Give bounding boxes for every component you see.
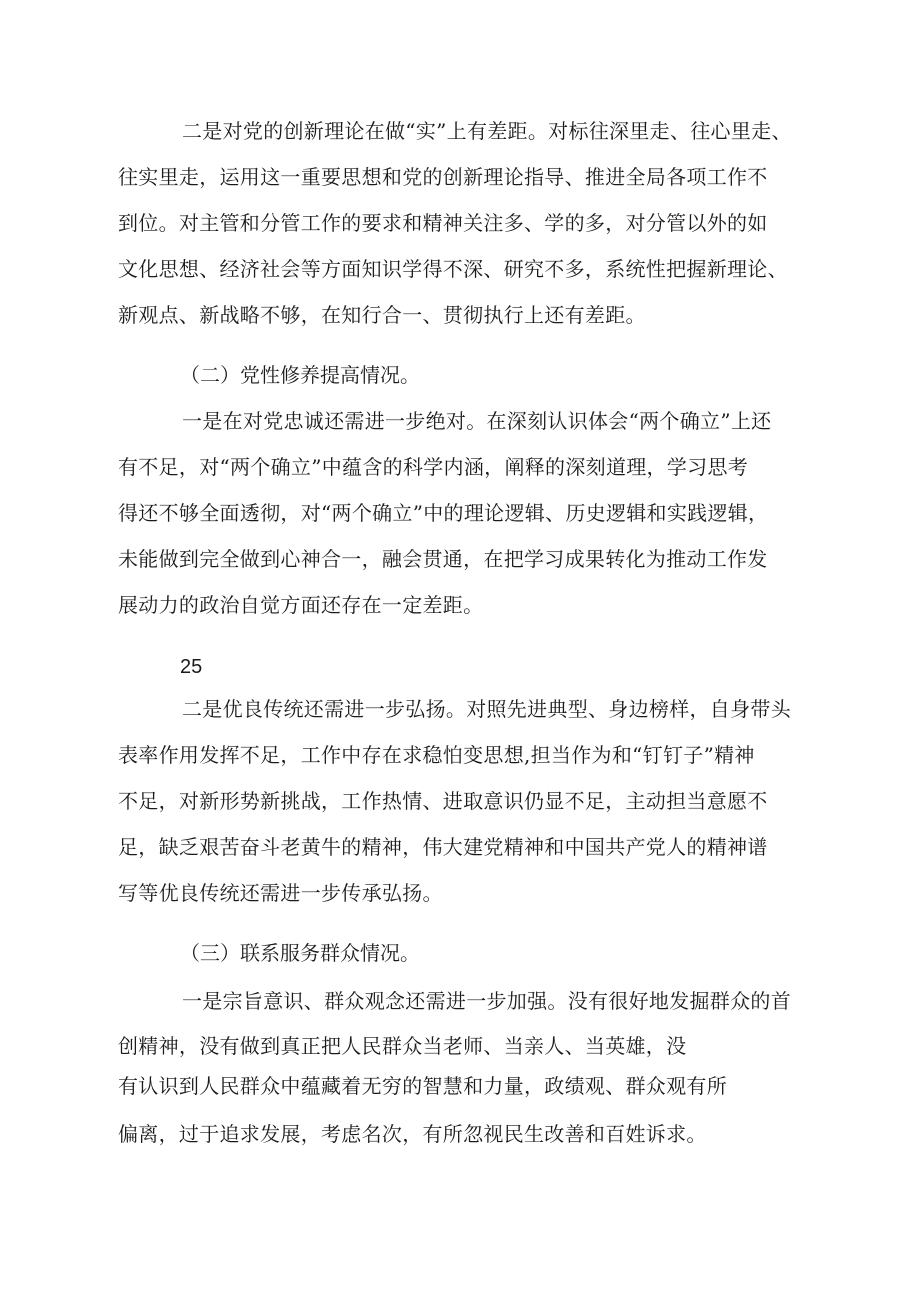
paragraph-line: 创精神，没有做到真正把人民群众当老师、当亲人、当英雄，没 (118, 1034, 687, 1058)
paragraph-line: 到位。对主管和分管工作的要求和精神关注多、学的多，对分管以外的如 (118, 211, 768, 235)
paragraph-line: 得还不够全面透彻，对“两个确立”中的理论逻辑、历史逻辑和实践逻辑， (118, 501, 769, 525)
paragraph-purpose-awareness (118, 978, 808, 1164)
paragraph-traditions (118, 686, 808, 916)
section-heading-serving-masses: （三）联系服务群众情况。 (180, 941, 420, 965)
paragraph-line: 偏离，过于追求发展，考虑名次，有所忽视民生改善和百姓诉求。 (118, 1122, 707, 1146)
paragraph-line: 往实里走，运用这一重要思想和党的创新理论指导、推进全局各项工作不 (118, 165, 768, 189)
section-heading-party-spirit: （二）党性修养提高情况。 (180, 363, 420, 387)
paragraph-line: 文化思想、经济社会等方面知识学得不深、研究不多，系统性把握新理论、 (118, 257, 788, 281)
paragraph-line: 表率作用发挥不足，工作中存在求稳怕变思想,担当作为和“钉钉子”精神 (118, 743, 755, 767)
paragraph-line: 一是宗旨意识、群众观念还需进一步加强。没有很好地发掘群众的首 (182, 989, 791, 1013)
paragraph-line: 有不足，对“两个确立”中蕴含的科学内涵，阐释的深刻道理，学习思考 (118, 455, 749, 479)
paragraph-line: 不足，对新形势新挑战，工作热情、进取意识仍显不足，主动担当意愿不 (118, 789, 768, 813)
paragraph-line: 新观点、新战略不够，在知行合一、贯彻执行上还有差距。 (118, 303, 646, 327)
paragraph-innovation-theory (118, 108, 808, 338)
paragraph-line: 展动力的政治自觉方面还存在一定差距。 (118, 593, 484, 617)
paragraph-line: 足，缺乏艰苦奋斗老黄牛的精神，伟大建党精神和中国共产党人的精神谱 (118, 835, 768, 859)
page-number: 25 (180, 656, 203, 678)
paragraph-line: 有认识到人民群众中蕴藏着无穷的智慧和力量，政绩观、群众观有所 (118, 1074, 727, 1098)
paragraph-line: 写等优良传统还需进一步传承弘扬。 (118, 881, 443, 905)
paragraph-line: 一是在对党忠诚还需进一步绝对。在深刻认识体会“两个确立”上还 (182, 409, 772, 433)
paragraph-line: 二是优良传统还需进一步弘扬。对照先进典型、身边榜样，自身带头 (182, 697, 791, 721)
paragraph-line: 二是对党的创新理论在做“实”上有差距。对标往深里走、往心里走、 (182, 119, 792, 143)
paragraph-loyalty (118, 398, 808, 628)
paragraph-line: 未能做到完全做到心神合一，融会贯通，在把学习成果转化为推动工作发 (118, 547, 768, 571)
